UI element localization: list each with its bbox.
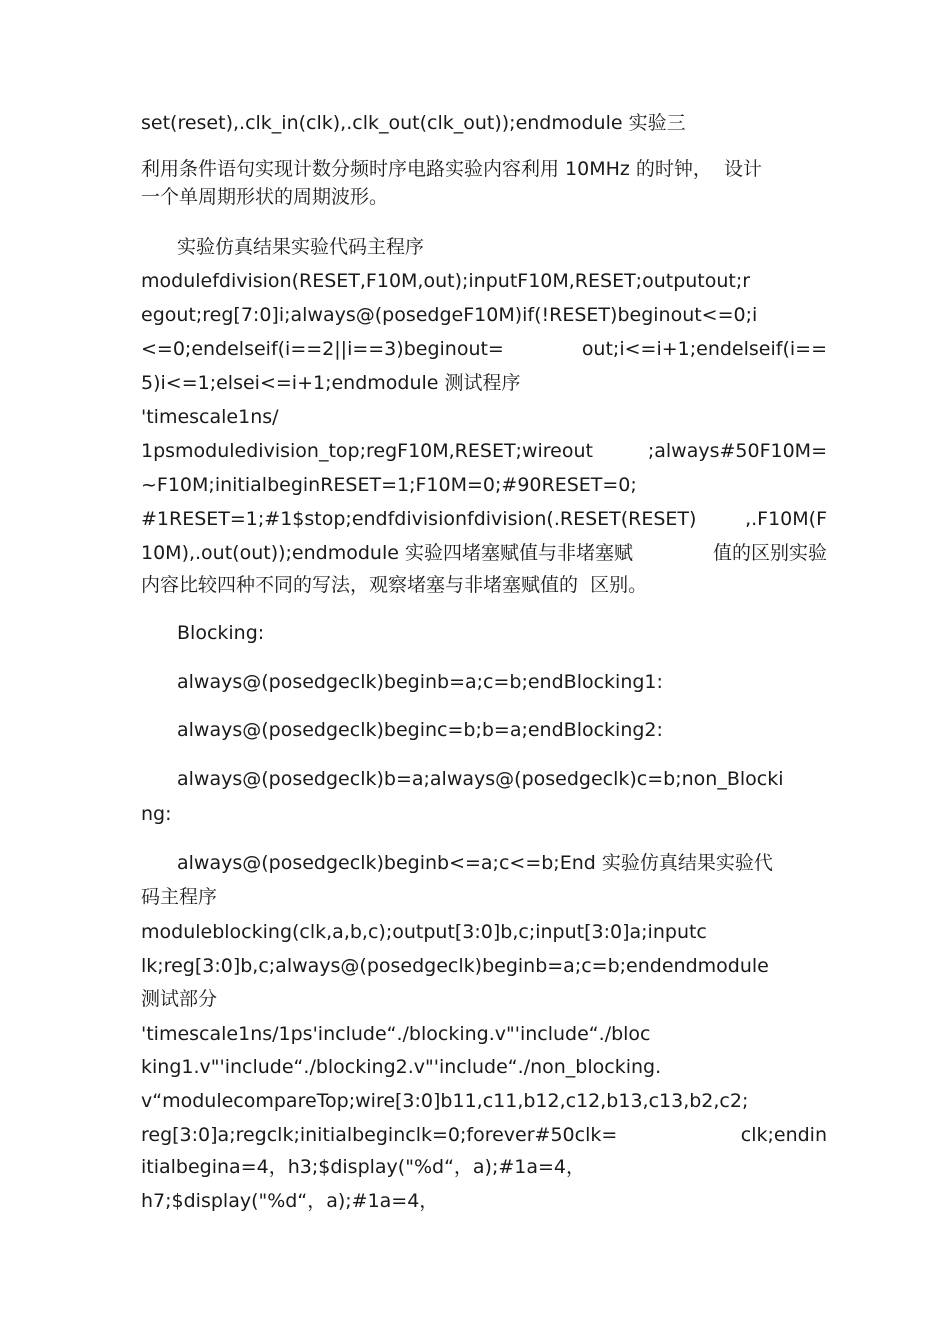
code-line: 'timescale1ns/1ps'include“./blocking.v"'include“./bloc: [141, 1023, 651, 1045]
code-segment: clk;endin: [740, 1124, 827, 1146]
text-line: 内容比较四种不同的写法，观察堵塞与非堵塞赋值的 区别。: [141, 574, 648, 596]
code-segment: #1RESET=1;#1$stop;endfdivisionfdivision(.RESET(RESET): [141, 508, 697, 530]
code-line: 'timescale1ns/: [141, 406, 279, 428]
text-line: 实验仿真结果实验代码主程序: [177, 236, 425, 258]
text-line: 测试部分: [141, 988, 218, 1010]
code-line: [141, 337, 827, 361]
text-line: 利用条件语句实现计数分频时序电路实验内容利用 10MHz 的时钟， 设计: [141, 158, 762, 180]
text-line: Blocking:: [177, 622, 265, 644]
code-line: always@(posedgeclk)beginb=a;c=b;endBlocking1:: [177, 671, 663, 693]
code-line: ~F10M;initialbeginRESET=1;F10M=0;#90RESET=0;: [141, 474, 637, 496]
code-line: always@(posedgeclk)beginc=b;b=a;endBlocking2:: [177, 719, 663, 741]
code-line: always@(posedgeclk)beginb<=a;c<=b;End 实验仿真结果实验代: [177, 852, 773, 874]
code-line: lk;reg[3:0]b,c;always@(posedgeclk)beginb=a;c=b;endendmodule: [141, 955, 769, 977]
code-segment: 10M),.out(out));endmodule 实验四堵塞赋值与非堵塞赋: [141, 542, 633, 564]
code-line: egout;reg[7:0]i;always@(posedgeF10M)if(!RESET)beginout<=0;i: [141, 304, 758, 326]
code-line: [141, 507, 827, 531]
code-line: always@(posedgeclk)b=a;always@(posedgeclk)c=b;non_Blocki: [177, 768, 784, 790]
code-line: [141, 1123, 827, 1147]
code-line: moduleblocking(clk,a,b,c);output[3:0]b,c;input[3:0]a;inputc: [141, 921, 707, 943]
code-line: king1.v"'include“./blocking2.v"'include“./non_blocking.: [141, 1056, 662, 1078]
code-line: 5)i<=1;elsei<=i+1;endmodule 测试程序: [141, 372, 521, 394]
text-line: set(reset),.clk_in(clk),.clk_out(clk_out));endmodule 实验三: [141, 112, 686, 134]
code-segment: 值的区别实验: [712, 542, 827, 564]
code-line: v“modulecompareTop;wire[3:0]b11,c11,b12,c12,b13,c13,b2,c2;: [141, 1090, 749, 1112]
code-line: modulefdivision(RESET,F10M,out);inputF10M,RESET;outputout;r: [141, 270, 751, 292]
code-line: [141, 439, 827, 463]
code-segment: ,.F10M(F: [745, 508, 827, 530]
code-line: [141, 541, 827, 565]
text-line: 码主程序: [141, 886, 218, 908]
text-line: 一个单周期形状的周期波形。: [141, 186, 389, 208]
code-line: ng:: [141, 803, 172, 825]
code-line: h7;$display("%d“，a);#1a=4，: [141, 1190, 439, 1212]
code-line: itialbegina=4，h3;$display("%d“，a);#1a=4，: [141, 1156, 586, 1178]
code-segment: reg[3:0]a;regclk;initialbeginclk=0;forever#50clk=: [141, 1124, 618, 1146]
code-segment: out;i<=i+1;endelseif(i==: [581, 338, 827, 360]
code-segment: <=0;endelseif(i==2||i==3)beginout=: [141, 338, 504, 360]
code-segment: 1psmoduledivision_top;regF10M,RESET;wireout: [141, 440, 593, 462]
code-segment: ;always#50F10M=: [647, 440, 827, 462]
